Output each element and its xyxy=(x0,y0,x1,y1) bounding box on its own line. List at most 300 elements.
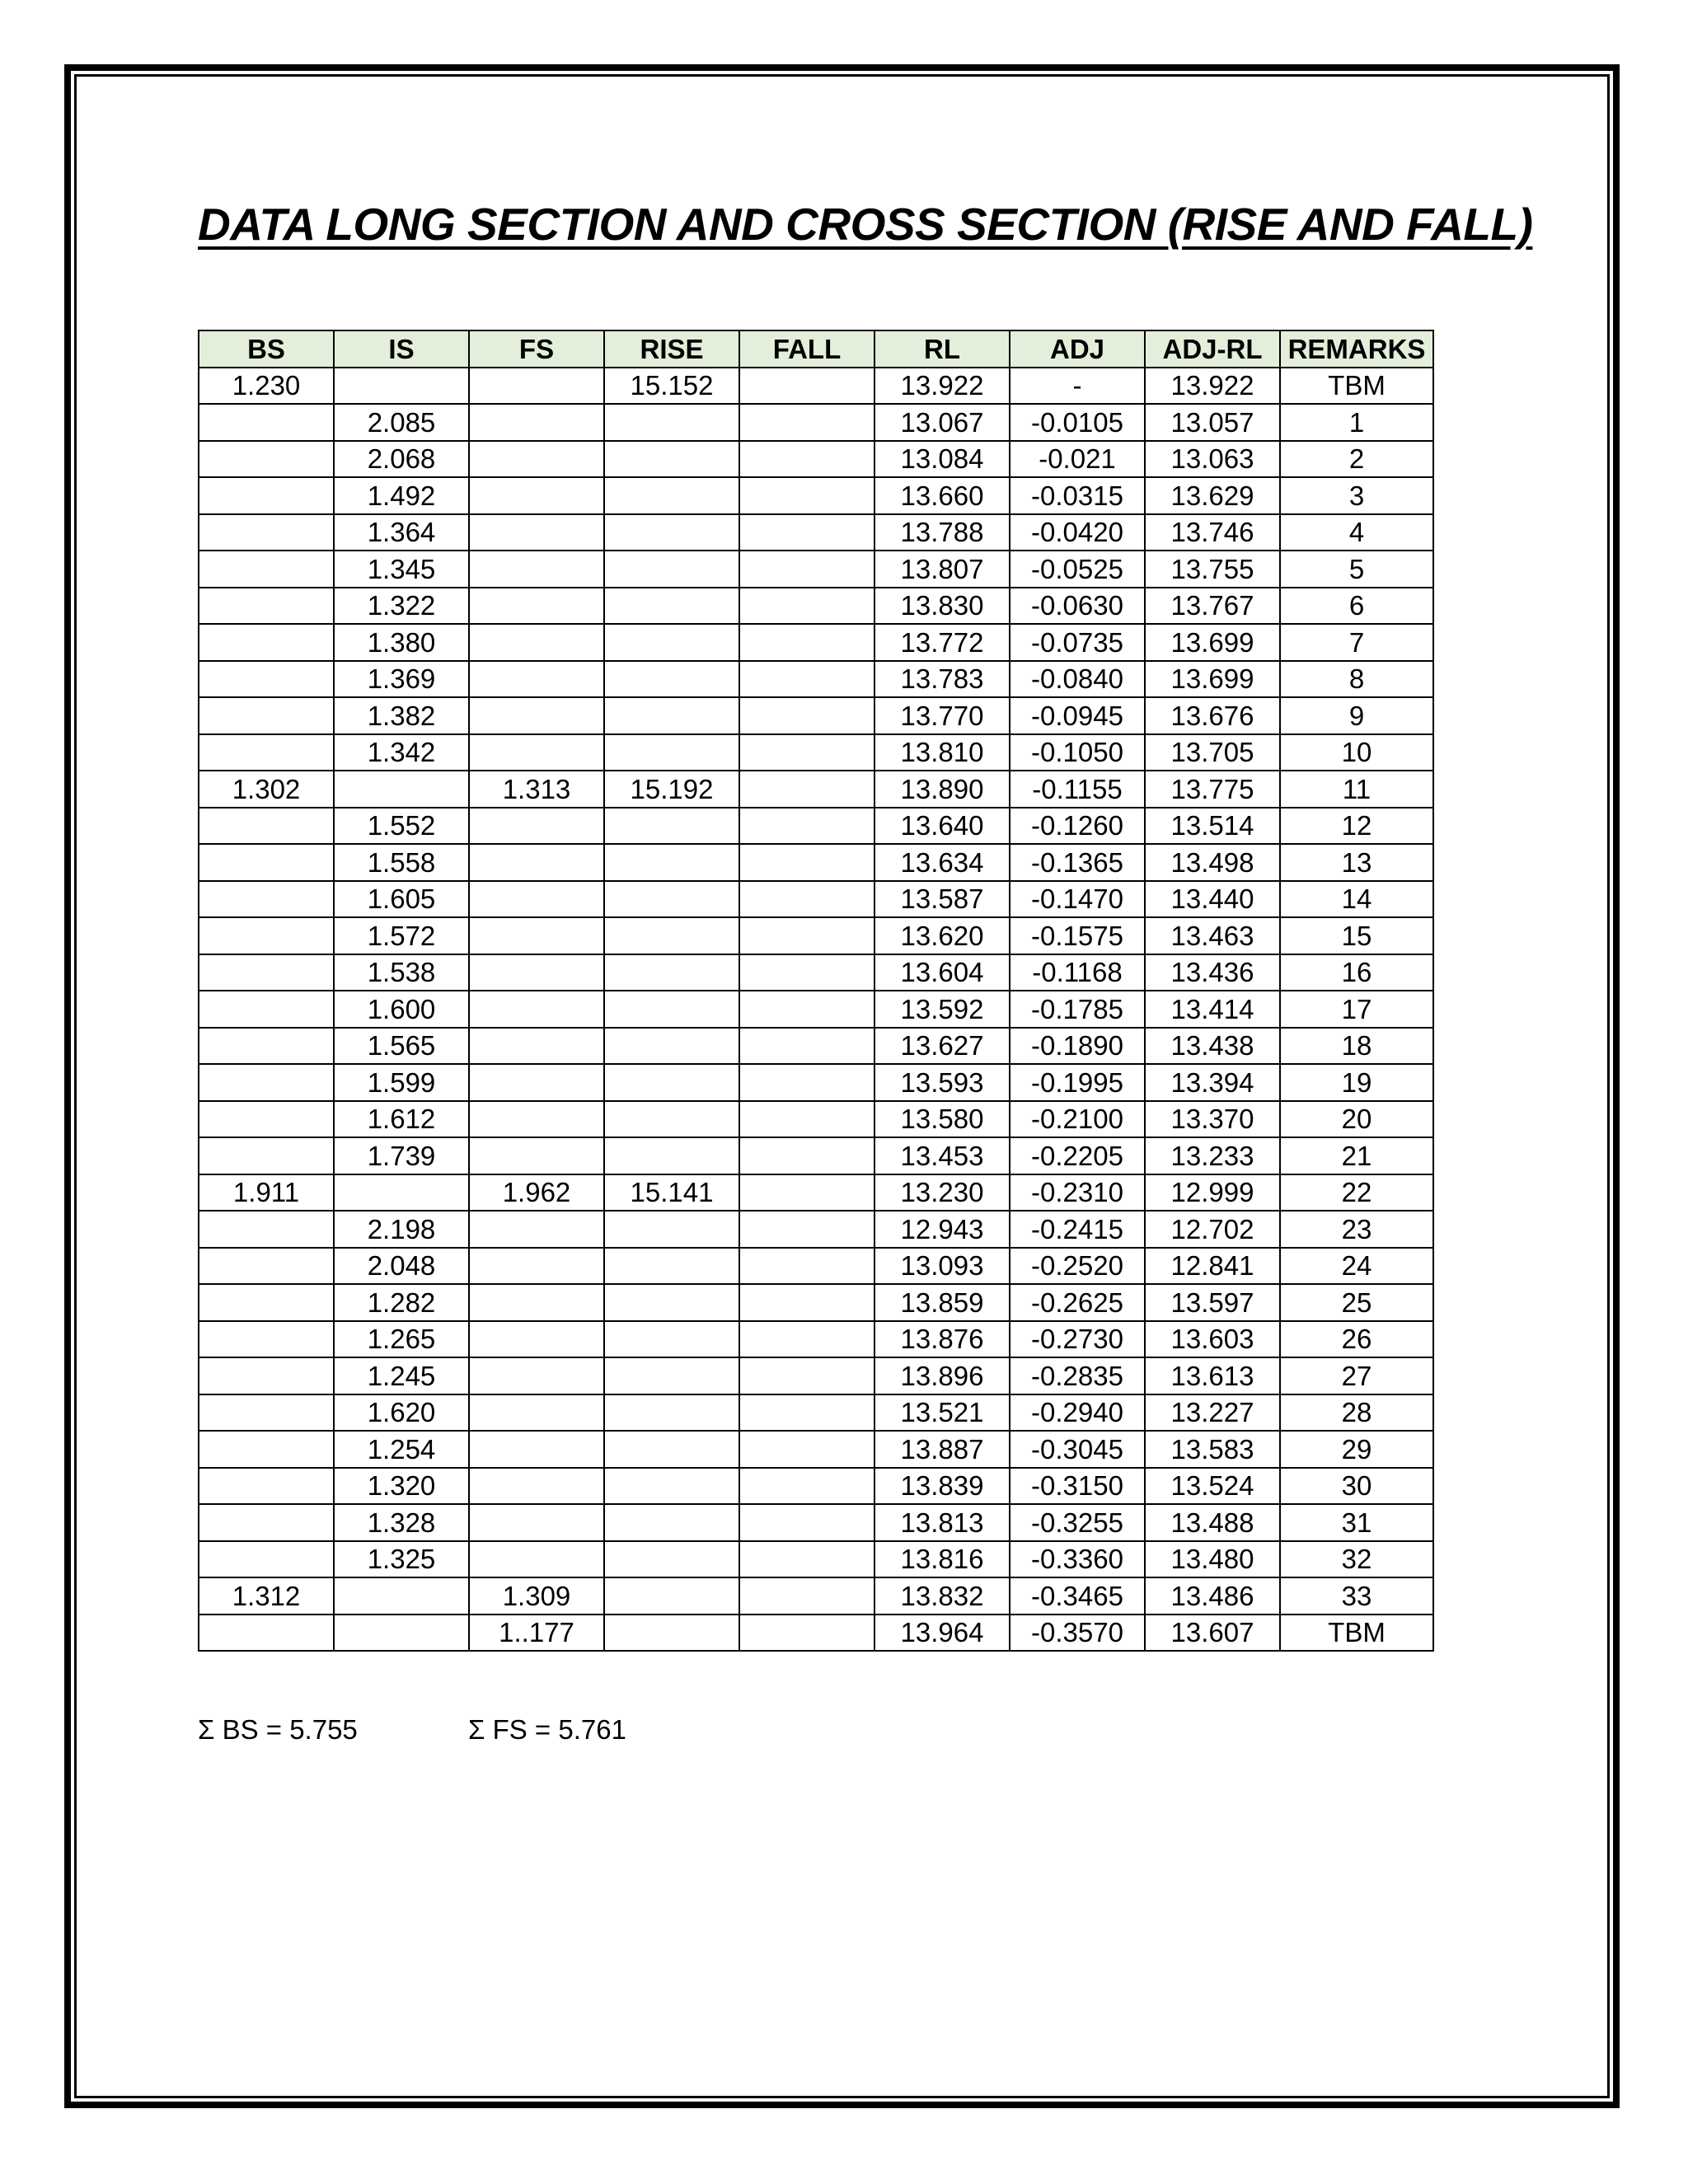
cell-is: 1.572 xyxy=(334,917,469,954)
table-row xyxy=(199,697,1433,734)
cell-remarks: 25 xyxy=(1280,1284,1433,1321)
cell-bs xyxy=(199,1211,334,1248)
cell-rise xyxy=(604,477,739,514)
table-row xyxy=(199,1394,1433,1432)
cell-fall xyxy=(739,1394,874,1432)
cell-adj-rl: 13.524 xyxy=(1145,1468,1280,1505)
cell-rl: 13.084 xyxy=(874,441,1010,478)
cell-rl: 13.896 xyxy=(874,1357,1010,1394)
cell-adj-rl: 13.597 xyxy=(1145,1284,1280,1321)
cell-fs xyxy=(469,1064,604,1101)
table-row xyxy=(199,477,1433,514)
cell-adj: -0.1890 xyxy=(1010,1028,1145,1065)
cell-is: 1.492 xyxy=(334,477,469,514)
cell-adj: -0.2730 xyxy=(1010,1321,1145,1358)
cell-remarks: 26 xyxy=(1280,1321,1433,1358)
cell-rl: 13.580 xyxy=(874,1101,1010,1138)
cell-fs: 1..177 xyxy=(469,1615,604,1652)
cell-fs xyxy=(469,1357,604,1394)
cell-fall xyxy=(739,991,874,1028)
cell-adj-rl: 13.629 xyxy=(1145,477,1280,514)
cell-adj: -0.1470 xyxy=(1010,881,1145,918)
cell-fall xyxy=(739,1541,874,1578)
cell-bs xyxy=(199,1615,334,1652)
cell-rise xyxy=(604,1064,739,1101)
cell-rise xyxy=(604,881,739,918)
cell-bs xyxy=(199,1394,334,1432)
cell-rise xyxy=(604,1394,739,1432)
cell-is: 1.364 xyxy=(334,514,469,551)
cell-bs xyxy=(199,1064,334,1101)
cell-fs xyxy=(469,1137,604,1174)
table-row xyxy=(199,1064,1433,1101)
cell-adj-rl: 13.699 xyxy=(1145,624,1280,661)
cell-rl: 13.922 xyxy=(874,368,1010,405)
cell-remarks: 14 xyxy=(1280,881,1433,918)
cell-fs xyxy=(469,697,604,734)
cell-fs xyxy=(469,1468,604,1505)
cell-fall xyxy=(739,551,874,588)
cell-bs xyxy=(199,1248,334,1285)
cell-adj-rl: 13.414 xyxy=(1145,991,1280,1028)
cell-adj: -0.3570 xyxy=(1010,1615,1145,1652)
cell-rl: 13.816 xyxy=(874,1541,1010,1578)
cell-rl: 13.810 xyxy=(874,734,1010,771)
column-header-is: IS xyxy=(334,330,469,368)
cell-fs xyxy=(469,881,604,918)
table-row xyxy=(199,734,1433,771)
cell-rise xyxy=(604,1137,739,1174)
cell-fall xyxy=(739,588,874,625)
cell-fall xyxy=(739,368,874,405)
cell-fs xyxy=(469,624,604,661)
cell-rise xyxy=(604,1211,739,1248)
table-row xyxy=(199,514,1433,551)
cell-fall xyxy=(739,1174,874,1212)
cell-is: 1.282 xyxy=(334,1284,469,1321)
cell-is: 1.620 xyxy=(334,1394,469,1432)
cell-fall xyxy=(739,404,874,441)
cell-remarks: 27 xyxy=(1280,1357,1433,1394)
cell-is: 2.198 xyxy=(334,1211,469,1248)
cell-fs: 1.313 xyxy=(469,771,604,808)
cell-bs xyxy=(199,1284,334,1321)
cell-fall xyxy=(739,844,874,881)
cell-rl: 13.859 xyxy=(874,1284,1010,1321)
cell-remarks: 32 xyxy=(1280,1541,1433,1578)
cell-rise: 15.141 xyxy=(604,1174,739,1212)
cell-fs xyxy=(469,734,604,771)
cell-rise xyxy=(604,551,739,588)
table-row xyxy=(199,1357,1433,1394)
cell-is: 2.068 xyxy=(334,441,469,478)
cell-fall xyxy=(739,624,874,661)
cell-rl: 13.839 xyxy=(874,1468,1010,1505)
cell-fall xyxy=(739,1028,874,1065)
cell-is xyxy=(334,368,469,405)
cell-remarks: 13 xyxy=(1280,844,1433,881)
cell-remarks: 15 xyxy=(1280,917,1433,954)
cell-fall xyxy=(739,954,874,991)
table-row xyxy=(199,1615,1433,1652)
table-row xyxy=(199,771,1433,808)
cell-is: 1.342 xyxy=(334,734,469,771)
cell-is: 1.612 xyxy=(334,1101,469,1138)
cell-bs xyxy=(199,624,334,661)
table-row xyxy=(199,441,1433,478)
cell-bs xyxy=(199,588,334,625)
cell-fs xyxy=(469,1394,604,1432)
cell-rl: 13.783 xyxy=(874,661,1010,698)
cell-remarks: 9 xyxy=(1280,697,1433,734)
table-row xyxy=(199,404,1433,441)
cell-fs xyxy=(469,1211,604,1248)
table-row xyxy=(199,844,1433,881)
cell-fs xyxy=(469,588,604,625)
cell-adj-rl: 13.583 xyxy=(1145,1431,1280,1468)
cell-bs xyxy=(199,917,334,954)
table-row xyxy=(199,954,1433,991)
cell-is xyxy=(334,1615,469,1652)
cell-is: 1.369 xyxy=(334,661,469,698)
cell-adj-rl: 13.233 xyxy=(1145,1137,1280,1174)
cell-bs xyxy=(199,881,334,918)
cell-adj: -0.2625 xyxy=(1010,1284,1145,1321)
cell-bs xyxy=(199,844,334,881)
cell-is: 1.565 xyxy=(334,1028,469,1065)
cell-bs xyxy=(199,1541,334,1578)
cell-rise xyxy=(604,991,739,1028)
cell-is: 1.245 xyxy=(334,1357,469,1394)
cell-fs xyxy=(469,1284,604,1321)
cell-adj: -0.3150 xyxy=(1010,1468,1145,1505)
cell-adj: -0.0420 xyxy=(1010,514,1145,551)
cell-fall xyxy=(739,881,874,918)
cell-bs xyxy=(199,1101,334,1138)
cell-rise xyxy=(604,954,739,991)
cell-remarks: 11 xyxy=(1280,771,1433,808)
cell-adj-rl: 13.767 xyxy=(1145,588,1280,625)
cell-fs xyxy=(469,844,604,881)
cell-remarks: 1 xyxy=(1280,404,1433,441)
cell-fall xyxy=(739,1321,874,1358)
table-body xyxy=(199,368,1433,1652)
cell-adj: -0.0525 xyxy=(1010,551,1145,588)
cell-rise xyxy=(604,1577,739,1615)
cell-adj: -0.0105 xyxy=(1010,404,1145,441)
cell-adj-rl: 13.438 xyxy=(1145,1028,1280,1065)
cell-adj: -0.1050 xyxy=(1010,734,1145,771)
cell-is xyxy=(334,1577,469,1615)
cell-fs xyxy=(469,1028,604,1065)
cell-fs xyxy=(469,661,604,698)
cell-adj-rl: 13.603 xyxy=(1145,1321,1280,1358)
cell-is xyxy=(334,771,469,808)
cell-adj-rl: 13.057 xyxy=(1145,404,1280,441)
cell-remarks: 33 xyxy=(1280,1577,1433,1615)
cell-fall xyxy=(739,441,874,478)
cell-is: 1.538 xyxy=(334,954,469,991)
cell-is: 1.265 xyxy=(334,1321,469,1358)
cell-bs xyxy=(199,1504,334,1541)
cell-fs xyxy=(469,1248,604,1285)
cell-fall xyxy=(739,1064,874,1101)
cell-fs xyxy=(469,404,604,441)
cell-bs xyxy=(199,441,334,478)
cell-adj-rl: 12.999 xyxy=(1145,1174,1280,1212)
cell-rise xyxy=(604,404,739,441)
cell-fall xyxy=(739,661,874,698)
cell-bs xyxy=(199,954,334,991)
cell-is xyxy=(334,1174,469,1212)
cell-is: 1.322 xyxy=(334,588,469,625)
cell-fs xyxy=(469,514,604,551)
cell-adj-rl: 12.702 xyxy=(1145,1211,1280,1248)
cell-adj: -0.3360 xyxy=(1010,1541,1145,1578)
cell-remarks: 31 xyxy=(1280,1504,1433,1541)
cell-adj: -0.0945 xyxy=(1010,697,1145,734)
cell-rise xyxy=(604,661,739,698)
cell-is: 1.320 xyxy=(334,1468,469,1505)
cell-rise xyxy=(604,1028,739,1065)
cell-rl: 12.943 xyxy=(874,1211,1010,1248)
cell-adj-rl: 13.514 xyxy=(1145,808,1280,845)
cell-adj: -0.2520 xyxy=(1010,1248,1145,1285)
cell-is: 1.345 xyxy=(334,551,469,588)
cell-adj-rl: 13.463 xyxy=(1145,917,1280,954)
table-row xyxy=(199,588,1433,625)
table-row xyxy=(199,1101,1433,1138)
table-row xyxy=(199,1284,1433,1321)
table-row xyxy=(199,368,1433,405)
cell-remarks: 21 xyxy=(1280,1137,1433,1174)
cell-remarks: 12 xyxy=(1280,808,1433,845)
column-header-adj-rl: ADJ-RL xyxy=(1145,330,1280,368)
cell-adj-rl: 13.486 xyxy=(1145,1577,1280,1615)
cell-adj: -0.1155 xyxy=(1010,771,1145,808)
cell-is: 1.328 xyxy=(334,1504,469,1541)
table-row xyxy=(199,1431,1433,1468)
cell-adj-rl: 13.436 xyxy=(1145,954,1280,991)
cell-adj: -0.3045 xyxy=(1010,1431,1145,1468)
table-row xyxy=(199,551,1433,588)
table-row xyxy=(199,624,1433,661)
cell-adj: -0.2310 xyxy=(1010,1174,1145,1212)
cell-remarks: 7 xyxy=(1280,624,1433,661)
cell-rl: 13.813 xyxy=(874,1504,1010,1541)
cell-remarks: 5 xyxy=(1280,551,1433,588)
cell-remarks: 30 xyxy=(1280,1468,1433,1505)
cell-remarks: 28 xyxy=(1280,1394,1433,1432)
cell-rl: 13.640 xyxy=(874,808,1010,845)
cell-fall xyxy=(739,697,874,734)
cell-fall xyxy=(739,1468,874,1505)
cell-bs xyxy=(199,1431,334,1468)
cell-rise xyxy=(604,1541,739,1578)
cell-rise xyxy=(604,514,739,551)
cell-bs xyxy=(199,697,334,734)
cell-fs xyxy=(469,917,604,954)
cell-adj-rl: 13.488 xyxy=(1145,1504,1280,1541)
cell-fall xyxy=(739,1248,874,1285)
cell-bs: 1.911 xyxy=(199,1174,334,1212)
cell-fall xyxy=(739,771,874,808)
cell-rise xyxy=(604,1468,739,1505)
cell-rl: 13.887 xyxy=(874,1431,1010,1468)
cell-adj: -0.2415 xyxy=(1010,1211,1145,1248)
cell-adj-rl: 13.922 xyxy=(1145,368,1280,405)
cell-fall xyxy=(739,1211,874,1248)
cell-bs xyxy=(199,1468,334,1505)
cell-rl: 13.592 xyxy=(874,991,1010,1028)
cell-remarks: TBM xyxy=(1280,368,1433,405)
cell-adj: - xyxy=(1010,368,1145,405)
cell-is: 1.380 xyxy=(334,624,469,661)
cell-remarks: 17 xyxy=(1280,991,1433,1028)
cell-remarks: 19 xyxy=(1280,1064,1433,1101)
sum-fs-text: Σ FS = 5.761 xyxy=(468,1714,626,1745)
cell-bs xyxy=(199,551,334,588)
cell-adj-rl: 13.394 xyxy=(1145,1064,1280,1101)
cell-adj: -0.0315 xyxy=(1010,477,1145,514)
cell-rise xyxy=(604,734,739,771)
cell-fall xyxy=(739,514,874,551)
cell-adj-rl: 13.370 xyxy=(1145,1101,1280,1138)
page-title: DATA LONG SECTION AND CROSS SECTION (RISE AND FALL) xyxy=(198,199,1533,250)
cell-adj-rl: 13.613 xyxy=(1145,1357,1280,1394)
cell-adj-rl: 13.480 xyxy=(1145,1541,1280,1578)
column-header-rl: RL xyxy=(874,330,1010,368)
table-row xyxy=(199,1137,1433,1174)
cell-fall xyxy=(739,1357,874,1394)
level-data-table xyxy=(198,330,1434,1652)
cell-bs xyxy=(199,734,334,771)
cell-fs xyxy=(469,1541,604,1578)
cell-fs xyxy=(469,1321,604,1358)
cell-rl: 13.832 xyxy=(874,1577,1010,1615)
cell-fs xyxy=(469,954,604,991)
column-header-fall: FALL xyxy=(739,330,874,368)
cell-bs xyxy=(199,808,334,845)
cell-remarks: 2 xyxy=(1280,441,1433,478)
cell-adj-rl: 13.699 xyxy=(1145,661,1280,698)
cell-adj-rl: 13.498 xyxy=(1145,844,1280,881)
cell-adj: -0.3255 xyxy=(1010,1504,1145,1541)
cell-rl: 13.627 xyxy=(874,1028,1010,1065)
cell-rise xyxy=(604,1504,739,1541)
cell-adj: -0.1260 xyxy=(1010,808,1145,845)
cell-is: 1.599 xyxy=(334,1064,469,1101)
cell-fs xyxy=(469,368,604,405)
cell-remarks: 10 xyxy=(1280,734,1433,771)
cell-rise xyxy=(604,1101,739,1138)
cell-fall xyxy=(739,1577,874,1615)
cell-rise xyxy=(604,588,739,625)
cell-rl: 13.521 xyxy=(874,1394,1010,1432)
cell-adj: -0.3465 xyxy=(1010,1577,1145,1615)
cell-adj-rl: 13.607 xyxy=(1145,1615,1280,1652)
cell-remarks: 8 xyxy=(1280,661,1433,698)
cell-rl: 13.093 xyxy=(874,1248,1010,1285)
cell-adj: -0.0735 xyxy=(1010,624,1145,661)
table-row xyxy=(199,1468,1433,1505)
cell-is: 1.605 xyxy=(334,881,469,918)
cell-adj: -0.1785 xyxy=(1010,991,1145,1028)
cell-adj: -0.2940 xyxy=(1010,1394,1145,1432)
cell-rl: 13.634 xyxy=(874,844,1010,881)
cell-adj-rl: 13.676 xyxy=(1145,697,1280,734)
table-row xyxy=(199,1174,1433,1212)
cell-adj: -0.1365 xyxy=(1010,844,1145,881)
table-row xyxy=(199,1248,1433,1285)
cell-rl: 13.620 xyxy=(874,917,1010,954)
cell-is: 1.552 xyxy=(334,808,469,845)
cell-adj-rl: 13.746 xyxy=(1145,514,1280,551)
cell-rl: 13.067 xyxy=(874,404,1010,441)
cell-adj-rl: 13.227 xyxy=(1145,1394,1280,1432)
cell-rl: 13.788 xyxy=(874,514,1010,551)
cell-rise xyxy=(604,917,739,954)
table-row xyxy=(199,1504,1433,1541)
cell-fall xyxy=(739,1137,874,1174)
table-row xyxy=(199,1577,1433,1615)
cell-remarks: 3 xyxy=(1280,477,1433,514)
cell-rl: 13.964 xyxy=(874,1615,1010,1652)
table-row xyxy=(199,1541,1433,1578)
cell-bs xyxy=(199,661,334,698)
table-row xyxy=(199,1028,1433,1065)
column-header-remarks: REMARKS xyxy=(1280,330,1433,368)
cell-bs xyxy=(199,1357,334,1394)
cell-is: 1.600 xyxy=(334,991,469,1028)
cell-rl: 13.593 xyxy=(874,1064,1010,1101)
cell-bs xyxy=(199,991,334,1028)
cell-adj: -0.2205 xyxy=(1010,1137,1145,1174)
cell-adj: -0.0630 xyxy=(1010,588,1145,625)
cell-fall xyxy=(739,1431,874,1468)
cell-is: 2.085 xyxy=(334,404,469,441)
cell-rise: 15.152 xyxy=(604,368,739,405)
cell-rl: 13.807 xyxy=(874,551,1010,588)
cell-fs xyxy=(469,1431,604,1468)
cell-adj-rl: 13.440 xyxy=(1145,881,1280,918)
cell-bs: 1.230 xyxy=(199,368,334,405)
cell-rl: 13.230 xyxy=(874,1174,1010,1212)
cell-is: 1.558 xyxy=(334,844,469,881)
cell-rise xyxy=(604,624,739,661)
cell-is: 1.382 xyxy=(334,697,469,734)
cell-remarks: 16 xyxy=(1280,954,1433,991)
cell-remarks: TBM xyxy=(1280,1615,1433,1652)
table-row xyxy=(199,661,1433,698)
cell-remarks: 22 xyxy=(1280,1174,1433,1212)
cell-rise xyxy=(604,1248,739,1285)
cell-adj-rl: 13.705 xyxy=(1145,734,1280,771)
cell-is: 1.325 xyxy=(334,1541,469,1578)
table-header-row xyxy=(199,330,1433,368)
cell-remarks: 4 xyxy=(1280,514,1433,551)
cell-bs xyxy=(199,1321,334,1358)
cell-is: 2.048 xyxy=(334,1248,469,1285)
cell-fall xyxy=(739,917,874,954)
cell-rl: 13.876 xyxy=(874,1321,1010,1358)
cell-fs: 1.962 xyxy=(469,1174,604,1212)
cell-bs xyxy=(199,477,334,514)
cell-adj: -0.021 xyxy=(1010,441,1145,478)
cell-rl: 13.830 xyxy=(874,588,1010,625)
cell-adj-rl: 13.063 xyxy=(1145,441,1280,478)
column-header-bs: BS xyxy=(199,330,334,368)
